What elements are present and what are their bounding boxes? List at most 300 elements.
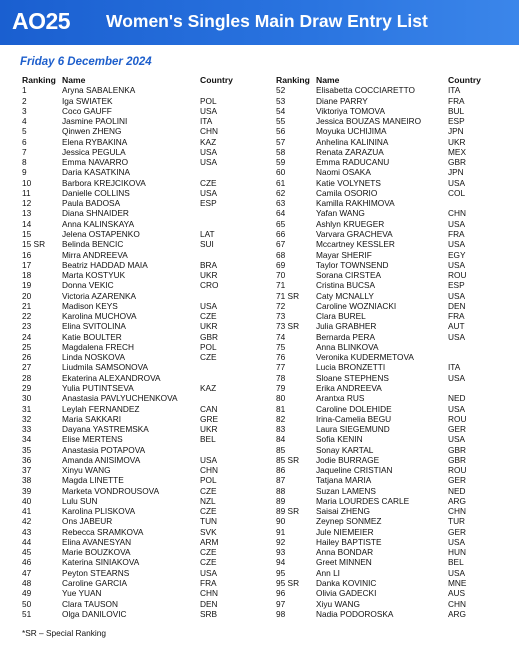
entry-ranking: 36: [22, 454, 32, 465]
entry-ranking: 39: [22, 485, 32, 496]
entry-name: Jelena OSTAPENKO: [62, 228, 140, 239]
entry-country: USA: [200, 300, 218, 311]
entry-country: USA: [200, 105, 218, 116]
entry-ranking: 54: [276, 105, 286, 116]
entry-country: KAZ: [200, 382, 217, 393]
entry-name: Maria SAKKARI: [62, 413, 122, 424]
entry-name: Madison KEYS: [62, 300, 118, 311]
entry-name: Caroline GARCIA: [62, 578, 128, 589]
entry-name: Elina AVANESYAN: [62, 536, 132, 547]
entry-country: CZE: [200, 485, 217, 496]
entry-country: KAZ: [200, 136, 217, 147]
entry-name: Anhelina KALININA: [316, 136, 389, 147]
entry-name: Danielle COLLINS: [62, 187, 130, 198]
entry-ranking: 19: [22, 280, 32, 291]
entry-ranking: 14: [22, 218, 32, 229]
entry-ranking: 15: [22, 228, 32, 239]
entry-ranking: 20: [22, 290, 32, 301]
entry-name: Belinda BENCIC: [62, 239, 124, 250]
entry-ranking: 98: [276, 608, 286, 619]
entry-name: Magdalena FRECH: [62, 341, 134, 352]
entry-ranking: 92: [276, 536, 286, 547]
entry-name: Elisabetta COCCIARETTO: [316, 85, 415, 96]
entry-ranking: 53: [276, 95, 286, 106]
ao25-logo: AO25: [12, 8, 71, 34]
entry-name: Jule NIEMEIER: [316, 526, 374, 537]
entry-ranking: 85: [276, 444, 286, 455]
entry-country: CHN: [448, 208, 466, 219]
entry-ranking: 42: [22, 516, 32, 527]
entry-ranking: 32: [22, 413, 32, 424]
entry-name: Kamilla RAKHIMOVA: [316, 198, 395, 209]
entry-country: FRA: [448, 311, 465, 322]
entry-name: Magda LINETTE: [62, 475, 124, 486]
entry-name: Anastasia PAVLYUCHENKOVA: [62, 393, 178, 404]
page-header: [0, 0, 519, 45]
entry-country: ITA: [200, 116, 213, 127]
entry-ranking: 96: [276, 588, 286, 599]
entry-ranking: 2: [22, 95, 27, 106]
entry-ranking: 24: [22, 331, 32, 342]
entry-ranking: 21: [22, 300, 32, 311]
entry-ranking: 83: [276, 424, 286, 435]
entry-ranking: 15 SR: [22, 239, 46, 250]
entry-country: POL: [200, 95, 217, 106]
entry-country: LAT: [200, 228, 215, 239]
entry-country: GER: [448, 424, 466, 435]
entry-country: COL: [448, 187, 466, 198]
entry-country: USA: [448, 403, 466, 414]
entry-ranking: 13: [22, 208, 32, 219]
entry-country: POL: [200, 341, 217, 352]
entry-ranking: 46: [22, 557, 32, 568]
entry-ranking: 94: [276, 557, 286, 568]
entry-country: CHN: [200, 588, 218, 599]
entry-ranking: 80: [276, 393, 286, 404]
entry-name: Anna KALINSKAYA: [62, 218, 135, 229]
entry-country: CZE: [200, 311, 217, 322]
entry-country: SUI: [200, 239, 214, 250]
entry-ranking: 17: [22, 259, 32, 270]
entry-country: DEN: [200, 598, 218, 609]
entry-ranking: 77: [276, 362, 286, 373]
entry-ranking: 45: [22, 547, 32, 558]
entry-country: ITA: [448, 362, 461, 373]
entry-country: FRA: [200, 578, 217, 589]
entry-name: Caty MCNALLY: [316, 290, 374, 301]
entry-ranking: 25: [22, 341, 32, 352]
header-country: Country: [200, 75, 233, 85]
entry-name: Caroline WOZNIACKI: [316, 300, 397, 311]
entry-ranking: 67: [276, 239, 286, 250]
header-ranking: Ranking: [22, 75, 56, 85]
entry-name: Mirra ANDREEVA: [62, 249, 128, 260]
entry-country: ROU: [448, 270, 467, 281]
entry-name: Jessica BOUZAS MANEIRO: [316, 116, 422, 127]
entry-name: Aryna SABALENKA: [62, 85, 136, 96]
entry-country: ITA: [448, 85, 461, 96]
entry-country: UKR: [200, 321, 218, 332]
entry-ranking: 90: [276, 516, 286, 527]
entry-country: MEX: [448, 146, 466, 157]
entry-ranking: 23: [22, 321, 32, 332]
entry-ranking: 82: [276, 413, 286, 424]
entry-country: USA: [448, 259, 466, 270]
entry-ranking: 76: [276, 352, 286, 363]
entry-ranking: 71: [276, 280, 286, 291]
header-name: Name: [62, 75, 86, 85]
entry-country: SVK: [200, 526, 217, 537]
entry-name: Camila OSORIO: [316, 187, 378, 198]
entry-country: HUN: [448, 547, 466, 558]
entry-name: Elina SVITOLINA: [62, 321, 126, 332]
entry-country: USA: [200, 567, 218, 578]
entry-name: Ann LI: [316, 567, 340, 578]
entry-ranking: 64: [276, 208, 286, 219]
entry-name: Julia GRABHER: [316, 321, 377, 332]
entry-country: USA: [448, 331, 466, 342]
entry-ranking: 88: [276, 485, 286, 496]
entry-name: Karolina PLISKOVA: [62, 506, 136, 517]
entry-country: MNE: [448, 578, 467, 589]
entry-ranking: 1: [22, 85, 27, 96]
entry-ranking: 71 SR: [276, 290, 300, 301]
entry-name: Zeynep SONMEZ: [316, 516, 382, 527]
entry-country: ROU: [448, 465, 467, 476]
entry-name: Nadia PODOROSKA: [316, 608, 394, 619]
entry-country: CHN: [448, 598, 466, 609]
entry-name: Laura SIEGEMUND: [316, 424, 390, 435]
entry-ranking: 16: [22, 249, 32, 260]
entry-country: GBR: [200, 331, 218, 342]
entry-ranking: 86: [276, 465, 286, 476]
entry-ranking: 6: [22, 136, 27, 147]
entry-ranking: 11: [22, 187, 31, 198]
entry-country: USA: [448, 434, 466, 445]
entry-country: ARM: [200, 536, 219, 547]
entry-ranking: 95 SR: [276, 578, 300, 589]
entry-ranking: 34: [22, 434, 32, 445]
entry-name: Marketa VONDROUSOVA: [62, 485, 160, 496]
entry-name: Xiyu WANG: [316, 598, 360, 609]
entry-country: USA: [200, 146, 218, 157]
entry-ranking: 33: [22, 424, 32, 435]
list-date: Friday 6 December 2024: [20, 56, 152, 68]
entry-ranking: 93: [276, 547, 286, 558]
entry-name: Yue YUAN: [62, 588, 102, 599]
entry-name: Olga DANILOVIC: [62, 608, 127, 619]
entry-ranking: 12: [22, 198, 32, 209]
entry-name: Katie BOULTER: [62, 331, 122, 342]
entry-ranking: 55: [276, 116, 286, 127]
entry-name: Greet MINNEN: [316, 557, 372, 568]
entry-country: USA: [448, 372, 466, 383]
entry-name: Anastasia POTAPOVA: [62, 444, 146, 455]
entry-ranking: 3: [22, 105, 27, 116]
entry-ranking: 10: [22, 177, 32, 188]
entry-country: USA: [448, 239, 466, 250]
entry-country: CRO: [200, 280, 219, 291]
entry-name: Naomi OSAKA: [316, 167, 371, 178]
entry-ranking: 87: [276, 475, 286, 486]
entry-ranking: 61: [276, 177, 286, 188]
entry-ranking: 52: [276, 85, 286, 96]
entry-name: Beatriz HADDAD MAIA: [62, 259, 148, 270]
entry-ranking: 89 SR: [276, 506, 300, 517]
entry-ranking: 44: [22, 536, 32, 547]
entry-name: Leylah FERNANDEZ: [62, 403, 140, 414]
entry-name: Xinyu WANG: [62, 465, 111, 476]
entry-name: Coco GAUFF: [62, 105, 112, 116]
entry-ranking: 75: [276, 341, 286, 352]
entry-country: ROU: [448, 413, 467, 424]
entry-country: GBR: [448, 454, 466, 465]
entry-name: Mccartney KESSLER: [316, 239, 395, 250]
entry-country: CZE: [200, 352, 217, 363]
entry-name: Emma RADUCANU: [316, 157, 390, 168]
entry-country: CZE: [200, 557, 217, 568]
entry-country: JPN: [448, 167, 464, 178]
entry-ranking: 59: [276, 157, 286, 168]
entry-country: CZE: [200, 506, 217, 517]
entry-name: Viktoriya TOMOVA: [316, 105, 386, 116]
entry-name: Arantxa RUS: [316, 393, 365, 404]
entry-country: USA: [200, 454, 218, 465]
entry-ranking: 48: [22, 578, 32, 589]
entry-name: Karolina MUCHOVA: [62, 311, 137, 322]
entry-ranking: 74: [276, 331, 286, 342]
entry-ranking: 50: [22, 598, 32, 609]
entry-ranking: 95: [276, 567, 286, 578]
header-country: Country: [448, 75, 481, 85]
entry-country: USA: [200, 187, 218, 198]
entry-ranking: 73 SR: [276, 321, 300, 332]
entry-country: ESP: [200, 198, 217, 209]
entry-name: Katie VOLYNETS: [316, 177, 381, 188]
entry-ranking: 60: [276, 167, 286, 178]
entry-name: Hailey BAPTISTE: [316, 536, 382, 547]
entry-country: USA: [200, 157, 218, 168]
entry-country: UKR: [200, 270, 218, 281]
entry-name: Rebecca SRAMKOVA: [62, 526, 144, 537]
entry-name: Daria KASATKINA: [62, 167, 131, 178]
entry-country: FRA: [448, 95, 465, 106]
entry-name: Linda NOSKOVA: [62, 352, 126, 363]
entry-name: Renata ZARAZUA: [316, 146, 384, 157]
entry-name: Barbora KREJCIKOVA: [62, 177, 146, 188]
entry-name: Sloane STEPHENS: [316, 372, 389, 383]
entry-country: USA: [448, 567, 466, 578]
entry-country: UKR: [448, 136, 466, 147]
entry-ranking: 72: [276, 300, 286, 311]
entry-ranking: 85 SR: [276, 454, 300, 465]
entry-country: BUL: [448, 105, 465, 116]
entry-country: USA: [448, 177, 466, 188]
entry-name: Elise MERTENS: [62, 434, 123, 445]
entry-name: Yafan WANG: [316, 208, 365, 219]
entry-ranking: 30: [22, 393, 32, 404]
entry-ranking: 22: [22, 311, 32, 322]
entry-country: GBR: [448, 157, 466, 168]
entry-country: GER: [448, 475, 466, 486]
entry-name: Olivia GADECKI: [316, 588, 377, 599]
entry-country: TUN: [200, 516, 218, 527]
entry-ranking: 49: [22, 588, 32, 599]
entry-country: CHN: [200, 126, 218, 137]
entry-country: BEL: [200, 434, 216, 445]
entry-country: CHN: [200, 465, 218, 476]
entry-country: NZL: [200, 495, 216, 506]
entry-ranking: 8: [22, 157, 27, 168]
entry-ranking: 63: [276, 198, 286, 209]
entry-country: CZE: [200, 547, 217, 558]
entry-ranking: 81: [276, 403, 286, 414]
entry-country: TUR: [448, 516, 466, 527]
entry-country: FRA: [448, 228, 465, 239]
entry-ranking: 91: [276, 526, 286, 537]
entry-ranking: 31: [22, 403, 32, 414]
entry-country: AUS: [448, 588, 466, 599]
entry-country: BEL: [448, 557, 464, 568]
entry-ranking: 5: [22, 126, 27, 137]
entry-country: EGY: [448, 249, 466, 260]
header-name: Name: [316, 75, 340, 85]
entry-ranking: 4: [22, 116, 27, 127]
entry-name: Clara TAUSON: [62, 598, 118, 609]
entry-name: Ekaterina ALEXANDROVA: [62, 372, 161, 383]
entry-name: Emma NAVARRO: [62, 157, 129, 168]
entry-name: Jaqueline CRISTIAN: [316, 465, 393, 476]
entry-name: Sonay KARTAL: [316, 444, 374, 455]
entry-ranking: 40: [22, 495, 32, 506]
entry-country: NED: [448, 485, 466, 496]
entry-ranking: 65: [276, 218, 286, 229]
entry-name: Saisai ZHENG: [316, 506, 370, 517]
entry-ranking: 62: [276, 187, 286, 198]
entry-country: BRA: [200, 259, 218, 270]
entry-country: CAN: [200, 403, 218, 414]
entry-ranking: 97: [276, 598, 286, 609]
entry-name: Elena RYBAKINA: [62, 136, 128, 147]
entry-name: Dayana YASTREMSKA: [62, 424, 149, 435]
entry-country: POL: [200, 475, 217, 486]
entry-ranking: 57: [276, 136, 286, 147]
entry-country: GRE: [200, 413, 218, 424]
entry-country: USA: [448, 290, 466, 301]
entry-name: Anna BLINKOVA: [316, 341, 379, 352]
entry-ranking: 35: [22, 444, 32, 455]
entry-ranking: 28: [22, 372, 32, 383]
entry-ranking: 38: [22, 475, 32, 486]
entry-name: Marie BOUZKOVA: [62, 547, 131, 558]
entry-name: Tatjana MARIA: [316, 475, 372, 486]
entry-name: Moyuka UCHIJIMA: [316, 126, 387, 137]
entry-name: Varvara GRACHEVA: [316, 228, 393, 239]
entry-country: JPN: [448, 126, 464, 137]
entry-ranking: 37: [22, 465, 32, 476]
entry-name: Clara BUREL: [316, 311, 366, 322]
entry-name: Erika ANDREEVA: [316, 382, 382, 393]
entry-name: Cristina BUCSA: [316, 280, 376, 291]
entry-name: Donna VEKIC: [62, 280, 114, 291]
entry-ranking: 84: [276, 434, 286, 445]
entry-country: AUT: [448, 321, 465, 332]
entry-ranking: 69: [276, 259, 286, 270]
entry-name: Yulia PUTINTSEVA: [62, 382, 134, 393]
entry-name: Iga SWIATEK: [62, 95, 113, 106]
entry-name: Ons JABEUR: [62, 516, 113, 527]
entry-name: Bernarda PERA: [316, 331, 376, 342]
entry-name: Qinwen ZHENG: [62, 126, 122, 137]
entry-ranking: 79: [276, 382, 286, 393]
entry-name: Mayar SHERIF: [316, 249, 372, 260]
page-title: Women's Singles Main Draw Entry List: [106, 11, 428, 31]
entry-country: USA: [448, 536, 466, 547]
entry-ranking: 56: [276, 126, 286, 137]
entry-name: Anna BONDAR: [316, 547, 374, 558]
entry-ranking: 68: [276, 249, 286, 260]
entry-name: Irina-Camelia BEGU: [316, 413, 392, 424]
entry-name: Taylor TOWNSEND: [316, 259, 389, 270]
entry-country: ARG: [448, 495, 466, 506]
entry-ranking: 29: [22, 382, 32, 393]
entry-name: Lucia BRONZETTI: [316, 362, 386, 373]
entry-name: Danka KOVINIC: [316, 578, 377, 589]
entry-ranking: 89: [276, 495, 286, 506]
entry-ranking: 27: [22, 362, 32, 373]
entry-ranking: 70: [276, 270, 286, 281]
entry-country: CZE: [200, 177, 217, 188]
entry-ranking: 26: [22, 352, 32, 363]
entry-name: Maria LOURDES CARLE: [316, 495, 410, 506]
entry-name: Liudmila SAMSONOVA: [62, 362, 149, 373]
entry-ranking: 47: [22, 567, 32, 578]
entry-country: ESP: [448, 116, 465, 127]
entry-country: ARG: [448, 608, 466, 619]
entry-country: CHN: [448, 506, 466, 517]
header-ranking: Ranking: [276, 75, 310, 85]
entry-name: Lulu SUN: [62, 495, 98, 506]
entry-name: Suzan LAMENS: [316, 485, 376, 496]
entry-country: NED: [448, 393, 466, 404]
entry-ranking: 18: [22, 270, 32, 281]
entry-name: Diane PARRY: [316, 95, 368, 106]
entry-name: Diana SHNAIDER: [62, 208, 129, 219]
footnote-special-ranking: *SR – Special Ranking: [22, 628, 106, 638]
entry-ranking: 66: [276, 228, 286, 239]
entry-name: Katerina SINIAKOVA: [62, 557, 140, 568]
entry-ranking: 9: [22, 167, 27, 178]
entry-name: Amanda ANISIMOVA: [62, 454, 141, 465]
entry-ranking: 78: [276, 372, 286, 383]
entry-ranking: 41: [22, 506, 32, 517]
entry-country: GER: [448, 526, 466, 537]
entry-ranking: 73: [276, 311, 286, 322]
entry-ranking: 58: [276, 146, 286, 157]
entry-country: SRB: [200, 608, 218, 619]
entry-country: UKR: [200, 424, 218, 435]
entry-name: Veronika KUDERMETOVA: [316, 352, 414, 363]
entry-name: Jessica PEGULA: [62, 146, 126, 157]
entry-name: Ashlyn KRUEGER: [316, 218, 385, 229]
entry-country: GBR: [448, 444, 466, 455]
entry-name: Peyton STEARNS: [62, 567, 130, 578]
entry-name: Victoria AZARENKA: [62, 290, 137, 301]
entry-ranking: 43: [22, 526, 32, 537]
entry-country: USA: [448, 218, 466, 229]
entry-name: Sofia KENIN: [316, 434, 363, 445]
entry-ranking: 7: [22, 146, 27, 157]
